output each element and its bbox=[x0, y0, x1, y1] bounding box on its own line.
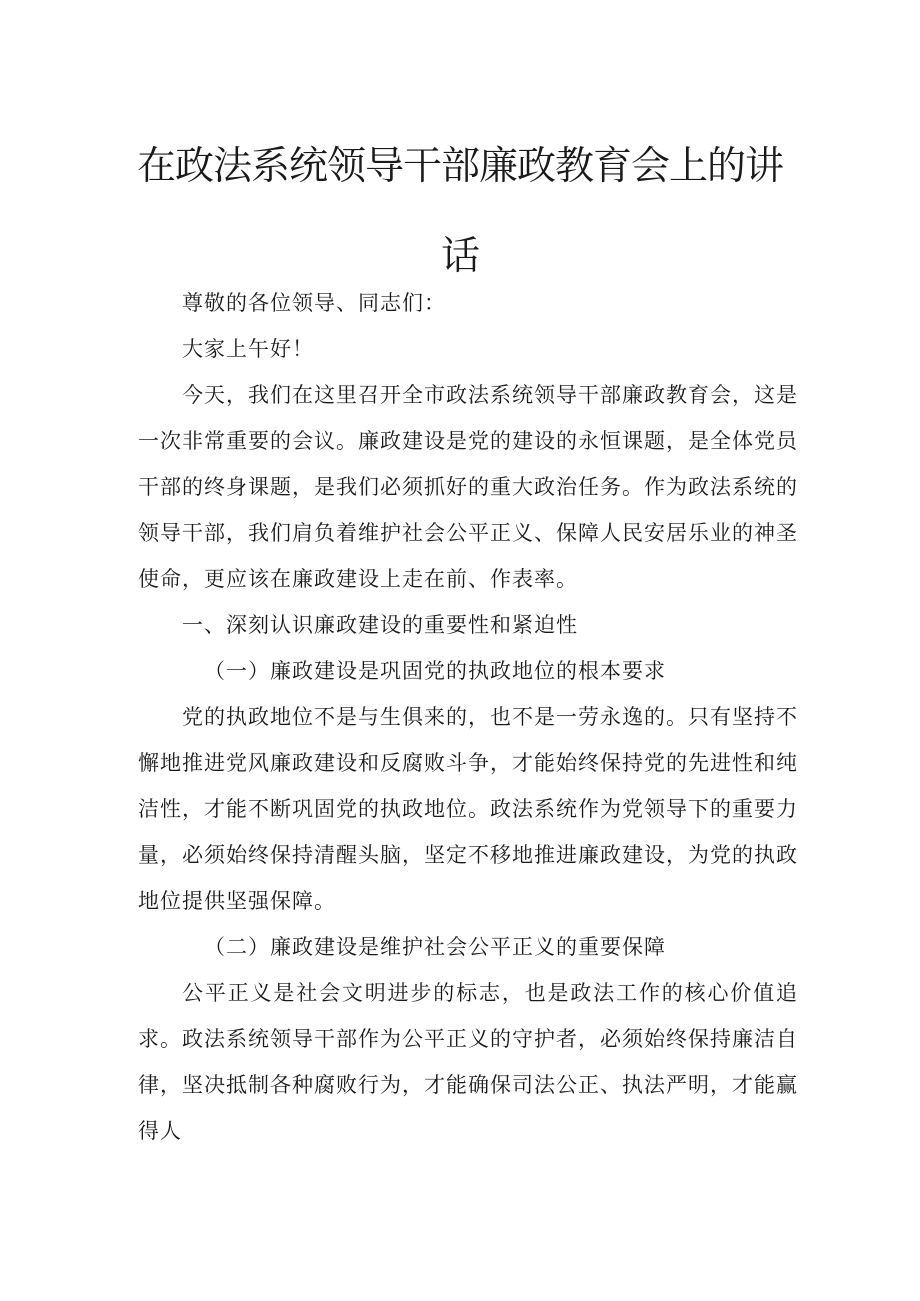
section-heading-1: 一、深刻认识廉政建设的重要性和紧迫性 bbox=[182, 613, 578, 637]
body-paragraph: 党的执政地位不是与生俱来的，也不是一劳永逸的。只有坚持不懈地推进党风廉政建设和反腐败斗争，才能始终保持党的先进性和纯洁性，才能不断巩固党的执政地位。政法系统作为党领导下的重要力量，必须始终保持清醒头脑，坚定不移地推进廉政建设，为党的执政地位提供坚强保障。 bbox=[138, 705, 798, 913]
greeting: 大家上午好！ bbox=[182, 337, 314, 361]
document-title-line-1: 在政法系统领导干部廉政教育会上的讲 bbox=[136, 144, 783, 189]
subsection-heading-1-1: （一）廉政建设是巩固党的执政地位的根本要求 bbox=[204, 659, 666, 683]
intro-paragraph: 今天，我们在这里召开全市政法系统领导干部廉政教育会，这是一次非常重要的会议。廉政建设是党的建设的永恒课题，是全体党员干部的终身课题，是我们必须抓好的重大政治任务。作为政法系统的领导干部，我们肩负着维护社会公平正义、保障人民安居乐业的神圣使命，更应该在廉政建设上走在前、作表率。 bbox=[138, 383, 798, 591]
subsection-heading-1-2: （二）廉政建设是维护社会公平正义的重要保障 bbox=[204, 935, 666, 959]
document-title-line-2: 话 bbox=[440, 234, 479, 279]
document-body bbox=[138, 280, 798, 1154]
body-paragraph: 公平正义是社会文明进步的标志，也是政法工作的核心价值追求。政法系统领导干部作为公平正义的守护者，必须始终保持廉洁自律，坚决抵制各种腐败行为，才能确保司法公正、执法严明，才能赢得人 bbox=[138, 981, 798, 1143]
salutation: 尊敬的各位领导、同志们： bbox=[182, 291, 446, 315]
